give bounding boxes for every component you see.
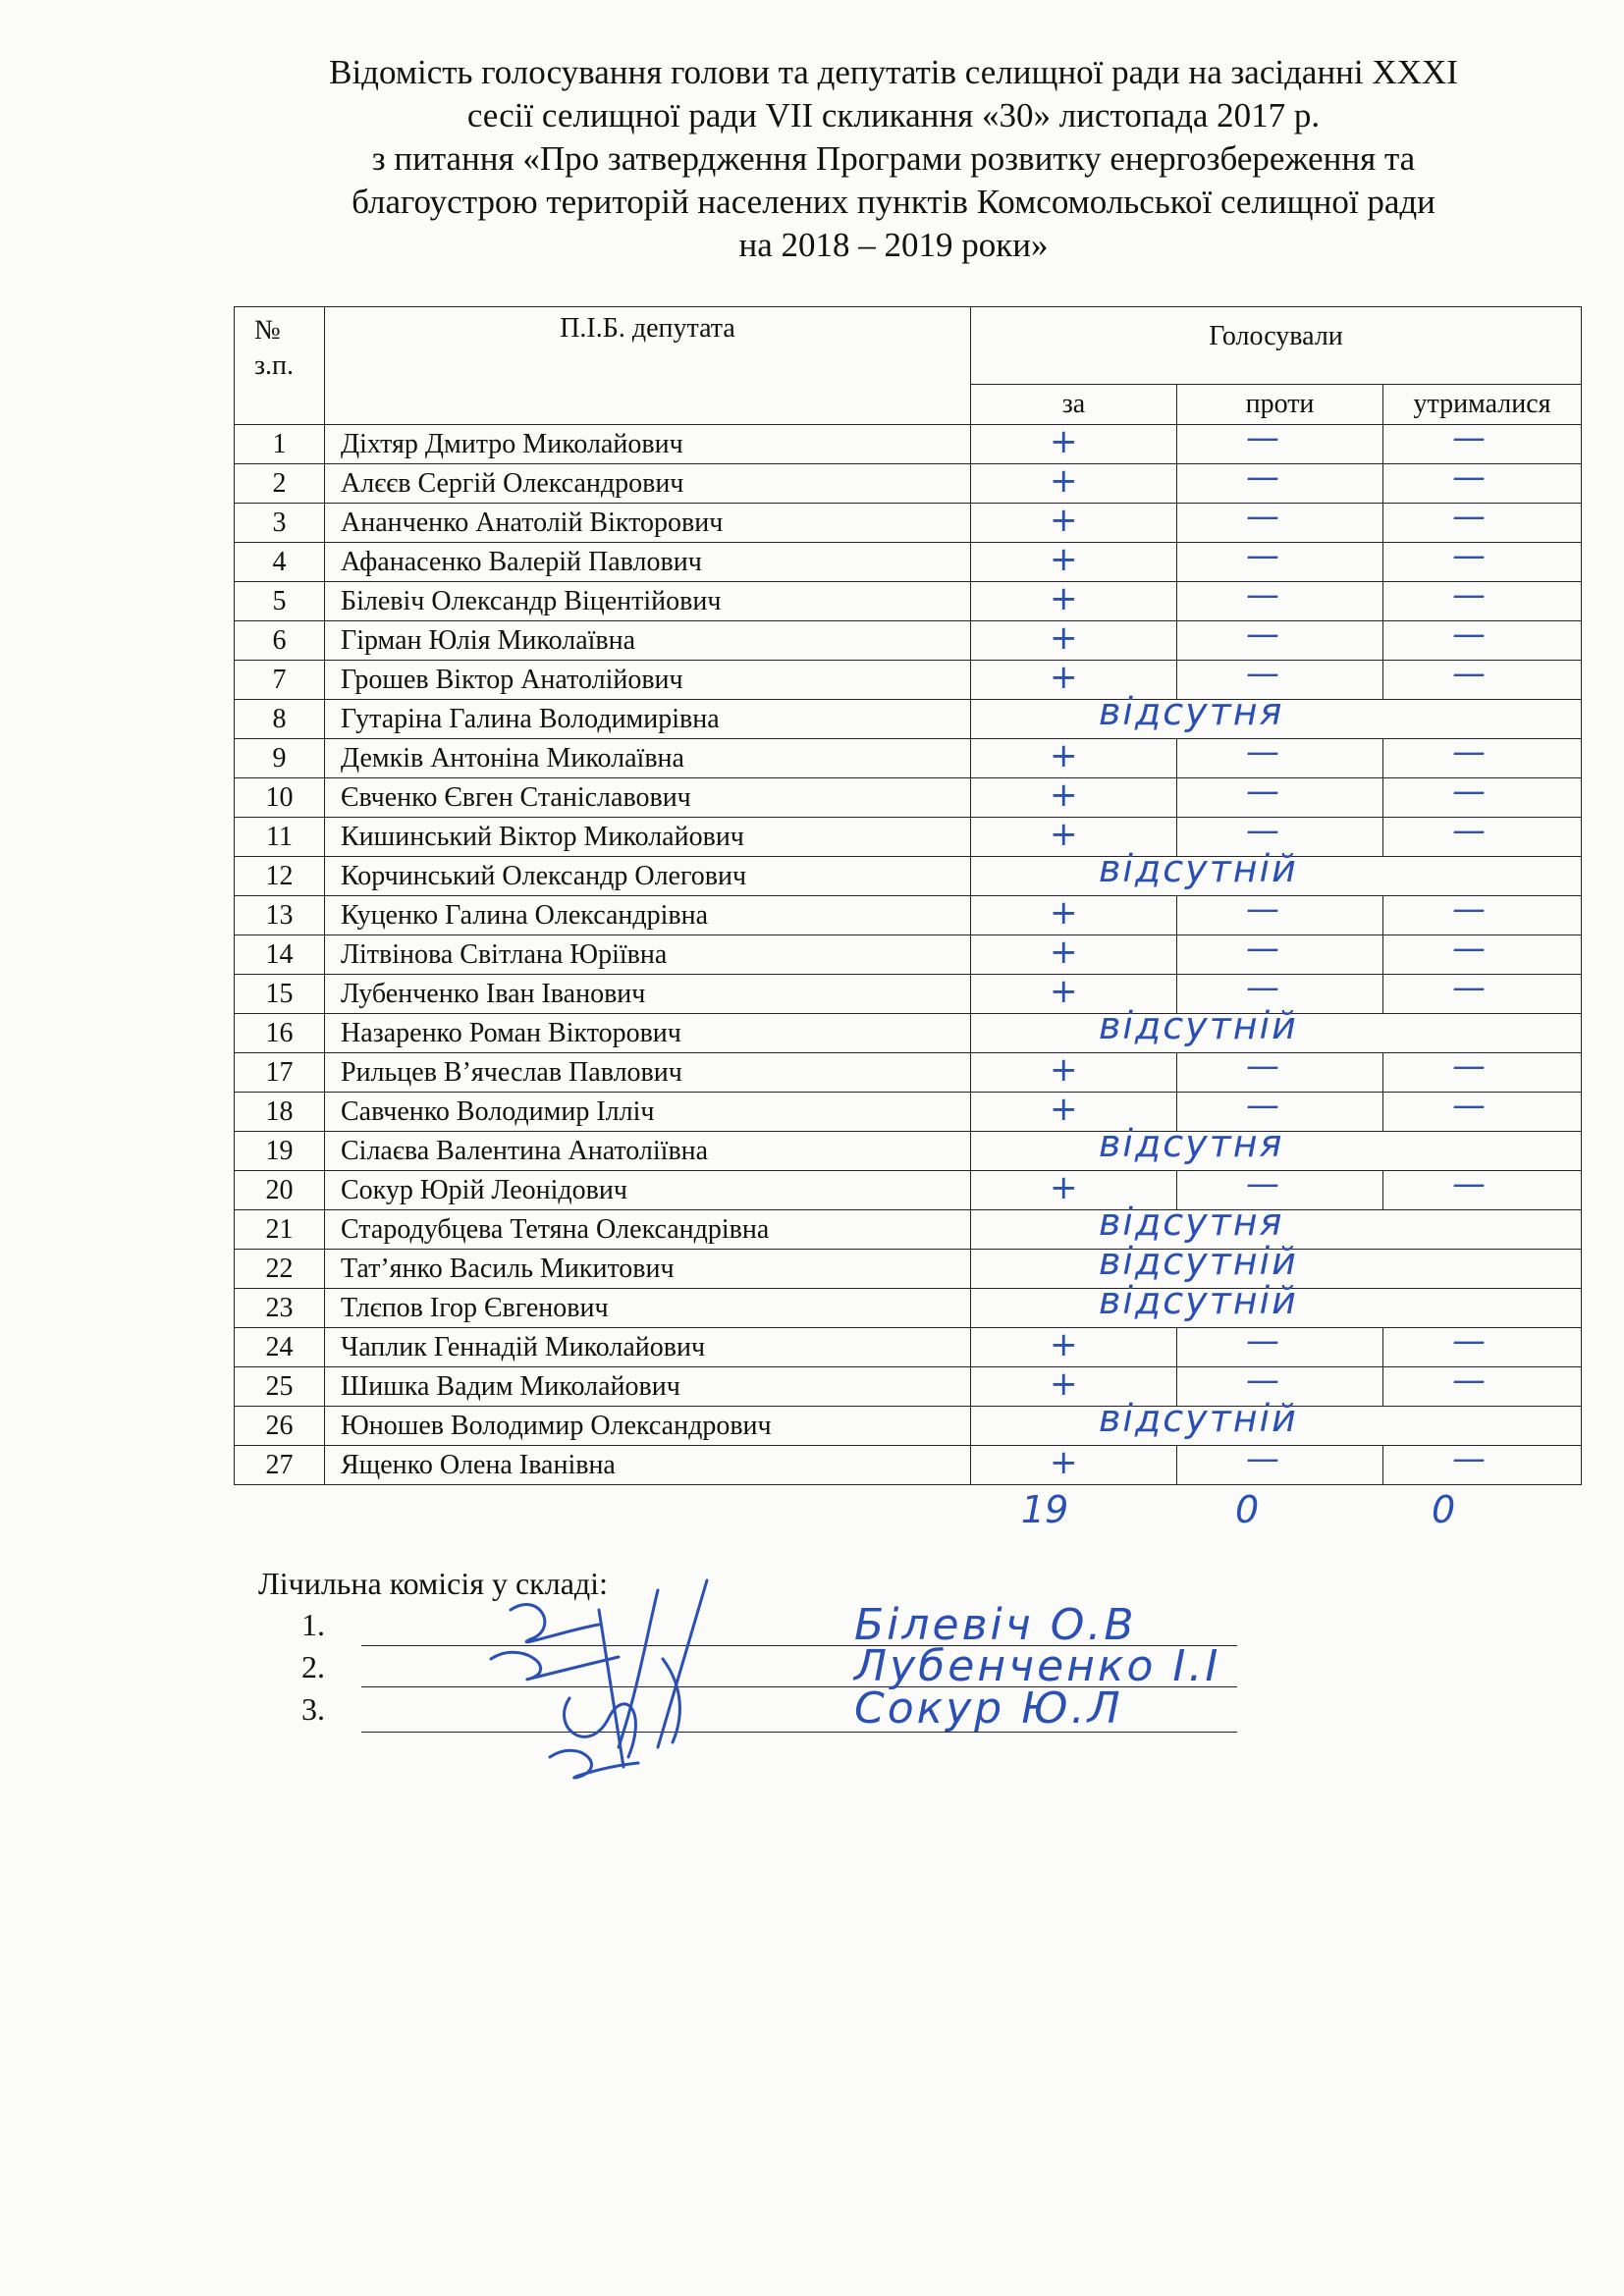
deputy-name: Назаренко Роман Вікторович xyxy=(325,1014,971,1053)
vote-for-cell xyxy=(971,461,1177,504)
title-line: з питання «Про затвердження Програми розвитку енергозбереження та xyxy=(371,139,1416,178)
vote-for-cell xyxy=(971,1050,1177,1093)
table-row xyxy=(235,464,1582,504)
table-row xyxy=(235,975,1582,1014)
vote-abstain-cell xyxy=(1383,1164,1582,1210)
deputy-name: Лубенченко Іван Іванович xyxy=(325,975,971,1014)
vote-for-cell xyxy=(971,1443,1177,1485)
vote-abstain-mark: — xyxy=(1452,457,1486,497)
vote-against-mark: — xyxy=(1246,732,1279,772)
vote-abstain-mark: — xyxy=(1452,575,1486,614)
row-number: 1 xyxy=(235,425,325,464)
voting-table xyxy=(234,306,1582,1485)
row-number: 9 xyxy=(235,739,325,778)
deputy-name: Алєєв Сергій Олександрович xyxy=(325,464,971,504)
vote-for-mark: + xyxy=(1050,540,1078,579)
vote-abstain-cell xyxy=(1383,1439,1582,1485)
deputy-name: Рильцев В’ячеслав Павлович xyxy=(325,1053,971,1093)
deputy-name: Євченко Євген Станіславович xyxy=(325,778,971,818)
table-row xyxy=(235,1053,1582,1093)
table-row xyxy=(235,1250,1582,1289)
table-row xyxy=(235,935,1582,975)
table-row xyxy=(235,896,1582,935)
vote-for-mark: + xyxy=(1050,579,1078,618)
vote-against-cell xyxy=(1177,614,1383,661)
deputy-name: Білевіч Олександр Віцентійович xyxy=(325,582,971,621)
table-row xyxy=(235,1407,1582,1446)
vote-abstain-mark: — xyxy=(1452,654,1486,693)
row-number: 13 xyxy=(235,896,325,935)
vote-against-mark: — xyxy=(1246,889,1279,929)
commission-label: Лічильна комісія у складі: xyxy=(258,1566,608,1601)
vote-against-mark: — xyxy=(1246,536,1279,575)
table-row xyxy=(235,1367,1582,1407)
row-number: 15 xyxy=(235,975,325,1014)
title-line: сесії селищної ради VII скликання «30» листопада 2017 р. xyxy=(466,96,1321,134)
vote-for-cell xyxy=(971,618,1177,661)
vote-for-cell xyxy=(971,775,1177,818)
absent-note: відсутня xyxy=(1099,1201,1284,1244)
deputy-name: Сокур Юрій Леонідович xyxy=(325,1171,971,1210)
vote-for-mark: + xyxy=(1050,1443,1078,1482)
member-number: 3. xyxy=(301,1691,325,1727)
row-number: 3 xyxy=(235,504,325,543)
row-number: 20 xyxy=(235,1171,325,1210)
table-row xyxy=(235,1289,1582,1328)
member-name: Лубенченко І.І xyxy=(854,1641,1221,1691)
header-name: П.І.Б. депутата xyxy=(325,307,971,425)
deputy-name: Сілаєва Валентина Анатоліївна xyxy=(325,1132,971,1171)
vote-for-mark: + xyxy=(1050,815,1078,854)
vote-against-mark: — xyxy=(1246,575,1279,614)
absent-note: відсутній xyxy=(1099,1240,1298,1283)
vote-abstain-mark: — xyxy=(1452,1164,1486,1203)
table-row xyxy=(235,1171,1582,1210)
row-number: 4 xyxy=(235,543,325,582)
row-number: 12 xyxy=(235,857,325,896)
vote-against-cell xyxy=(1177,497,1383,543)
row-number: 5 xyxy=(235,582,325,621)
vote-abstain-cell xyxy=(1383,968,1582,1014)
absent-note: відсутній xyxy=(1099,1279,1298,1322)
vote-abstain-mark: — xyxy=(1452,811,1486,850)
row-number: 10 xyxy=(235,778,325,818)
vote-for-cell xyxy=(971,736,1177,778)
row-number: 23 xyxy=(235,1289,325,1328)
vote-against-mark: — xyxy=(1246,497,1279,536)
deputy-name: Шишка Вадим Миколайович xyxy=(325,1367,971,1407)
vote-for-cell xyxy=(971,540,1177,582)
table-row xyxy=(235,1446,1582,1485)
title-line: Відомість голосування голови та депутатів селищної ради на засіданні XXXI xyxy=(329,53,1458,91)
vote-abstain-mark: — xyxy=(1452,614,1486,654)
table-row xyxy=(235,504,1582,543)
vote-for-mark: + xyxy=(1050,461,1078,501)
row-number: 26 xyxy=(235,1407,325,1446)
vote-against-mark: — xyxy=(1246,1439,1279,1478)
absent-note: відсутня xyxy=(1099,1122,1284,1165)
total-for: 19 xyxy=(1021,1488,1069,1531)
vote-abstain-mark: — xyxy=(1452,889,1486,929)
deputy-name: Куценко Галина Олександрівна xyxy=(325,896,971,935)
header-against: проти xyxy=(1177,385,1383,425)
vote-against-cell xyxy=(1177,1046,1383,1093)
row-number: 2 xyxy=(235,464,325,504)
vote-abstain-mark: — xyxy=(1452,497,1486,536)
deputy-name: Діхтяр Дмитро Миколайович xyxy=(325,425,971,464)
deputy-name: Савченко Володимир Ілліч xyxy=(325,1093,971,1132)
vote-against-mark: — xyxy=(1246,418,1279,457)
document-title xyxy=(236,51,1551,267)
vote-for-mark: + xyxy=(1050,1168,1078,1207)
deputy-name: Корчинський Олександр Олегович xyxy=(325,857,971,896)
vote-abstain-mark: — xyxy=(1452,1046,1486,1086)
table-row xyxy=(235,425,1582,464)
vote-against-mark: — xyxy=(1246,811,1279,850)
vote-against-cell xyxy=(1177,575,1383,621)
vote-abstain-mark: — xyxy=(1452,418,1486,457)
row-number: 14 xyxy=(235,935,325,975)
deputy-name: Чаплик Геннадій Миколайович xyxy=(325,1328,971,1367)
vote-abstain-mark: — xyxy=(1452,1086,1486,1125)
vote-for-mark: + xyxy=(1050,933,1078,972)
deputy-name: Ананченко Анатолій Вікторович xyxy=(325,504,971,543)
vote-abstain-mark: — xyxy=(1452,772,1486,811)
vote-for-cell xyxy=(971,422,1177,464)
vote-for-mark: + xyxy=(1050,1050,1078,1090)
table-row xyxy=(235,543,1582,582)
vote-against-cell xyxy=(1177,889,1383,935)
vote-abstain-mark: — xyxy=(1452,968,1486,1007)
header-voted: Голосували xyxy=(971,307,1582,385)
deputy-name: Афанасенко Валерій Павлович xyxy=(325,543,971,582)
deputy-name: Тлєпов Ігор Євгенович xyxy=(325,1289,971,1328)
table-row xyxy=(235,1093,1582,1132)
vote-abstain-cell xyxy=(1383,1086,1582,1132)
vote-against-mark: — xyxy=(1246,929,1279,968)
header-abstain: утрималися xyxy=(1383,385,1582,425)
vote-for-mark: + xyxy=(1050,501,1078,540)
row-number: 16 xyxy=(235,1014,325,1053)
deputy-name: Грошев Віктор Анатолійович xyxy=(325,661,971,700)
vote-for-cell xyxy=(971,935,1177,975)
vote-abstain-cell xyxy=(1383,1361,1582,1407)
vote-for-mark: + xyxy=(1050,1364,1078,1404)
member-name: Білевіч О.В xyxy=(854,1600,1137,1650)
vote-abstain-mark: — xyxy=(1452,929,1486,968)
vote-for-cell xyxy=(971,579,1177,621)
deputy-name: Кишинський Віктор Миколайович xyxy=(325,818,971,857)
absent-note: відсутній xyxy=(1099,1004,1298,1047)
handwritten-signatures xyxy=(452,1571,825,1826)
header-number: № з.п. xyxy=(235,307,325,425)
row-number: 21 xyxy=(235,1210,325,1250)
vote-against-mark: — xyxy=(1246,1321,1279,1361)
total-abstain: 0 xyxy=(1432,1488,1456,1531)
vote-against-cell xyxy=(1177,732,1383,778)
vote-for-mark: + xyxy=(1050,775,1078,815)
header-for: за xyxy=(971,385,1177,425)
deputy-name: Стародубцева Тетяна Олександрівна xyxy=(325,1210,971,1250)
row-number: 7 xyxy=(235,661,325,700)
vote-for-mark: + xyxy=(1050,1325,1078,1364)
vote-abstain-mark: — xyxy=(1452,1439,1486,1478)
member-name: Сокур Ю.Л xyxy=(854,1683,1123,1734)
table-row xyxy=(235,857,1582,896)
table-row xyxy=(235,621,1582,661)
row-number: 17 xyxy=(235,1053,325,1093)
deputy-name: Гірман Юлія Миколаївна xyxy=(325,621,971,661)
absent-note: відсутня xyxy=(1099,690,1284,733)
vote-against-mark: — xyxy=(1246,968,1279,1007)
vote-abstain-cell xyxy=(1383,811,1582,857)
vote-for-cell xyxy=(971,893,1177,935)
vote-against-mark: — xyxy=(1246,1164,1279,1203)
vote-against-cell xyxy=(1177,1439,1383,1485)
vote-against-mark: — xyxy=(1246,614,1279,654)
row-number: 22 xyxy=(235,1250,325,1289)
vote-against-cell xyxy=(1177,418,1383,464)
vote-against-mark: — xyxy=(1246,1046,1279,1086)
row-number: 27 xyxy=(235,1446,325,1485)
vote-for-mark: + xyxy=(1050,658,1078,697)
vote-against-cell xyxy=(1177,929,1383,975)
deputy-name: Літвінова Світлана Юріївна xyxy=(325,935,971,975)
vote-against-mark: — xyxy=(1246,457,1279,497)
vote-against-mark: — xyxy=(1246,772,1279,811)
member-number: 1. xyxy=(301,1607,325,1642)
deputy-name: Гутаріна Галина Володимирівна xyxy=(325,700,971,739)
vote-abstain-cell xyxy=(1383,654,1582,700)
table-row xyxy=(235,1210,1582,1250)
row-number: 19 xyxy=(235,1132,325,1171)
vote-against-mark: — xyxy=(1246,1361,1279,1400)
table-row xyxy=(235,1132,1582,1171)
vote-against-cell xyxy=(1177,1321,1383,1367)
vote-for-mark: + xyxy=(1050,972,1078,1011)
vote-abstain-mark: — xyxy=(1452,536,1486,575)
absent-note: відсутній xyxy=(1099,847,1298,890)
absent-note: відсутній xyxy=(1099,1397,1298,1440)
table-row xyxy=(235,1014,1582,1053)
row-number: 8 xyxy=(235,700,325,739)
deputy-name: Демків Антоніна Миколаївна xyxy=(325,739,971,778)
vote-against-cell xyxy=(1177,536,1383,582)
row-number: 25 xyxy=(235,1367,325,1407)
row-number: 6 xyxy=(235,621,325,661)
title-line: на 2018 – 2019 роки» xyxy=(738,226,1049,264)
row-number: 11 xyxy=(235,818,325,857)
deputy-name: Юношев Володимир Олександрович xyxy=(325,1407,971,1446)
vote-against-mark: — xyxy=(1246,1086,1279,1125)
table-row xyxy=(235,739,1582,778)
vote-for-cell xyxy=(971,1325,1177,1367)
vote-for-mark: + xyxy=(1050,736,1078,775)
table-row xyxy=(235,582,1582,621)
vote-for-mark: + xyxy=(1050,1090,1078,1129)
deputy-name: Ященко Олена Іванівна xyxy=(325,1446,971,1485)
table-row xyxy=(235,818,1582,857)
title-line: благоустрою територій населених пунктів Комсомольської селищної ради xyxy=(352,183,1435,221)
vote-for-mark: + xyxy=(1050,893,1078,933)
table-row xyxy=(235,1328,1582,1367)
vote-abstain-mark: — xyxy=(1452,732,1486,772)
vote-for-mark: + xyxy=(1050,422,1078,461)
table-row xyxy=(235,661,1582,700)
table-row xyxy=(235,700,1582,739)
table-row xyxy=(235,778,1582,818)
total-against: 0 xyxy=(1235,1488,1260,1531)
row-number: 18 xyxy=(235,1093,325,1132)
vote-against-mark: — xyxy=(1246,654,1279,693)
vote-abstain-mark: — xyxy=(1452,1321,1486,1361)
vote-abstain-mark: — xyxy=(1452,1361,1486,1400)
vote-against-cell xyxy=(1177,457,1383,504)
vote-against-cell xyxy=(1177,772,1383,818)
deputy-name: Тат’янко Василь Микитович xyxy=(325,1250,971,1289)
row-number: 24 xyxy=(235,1328,325,1367)
vote-for-mark: + xyxy=(1050,618,1078,658)
member-number: 2. xyxy=(301,1649,325,1684)
vote-for-cell xyxy=(971,501,1177,543)
